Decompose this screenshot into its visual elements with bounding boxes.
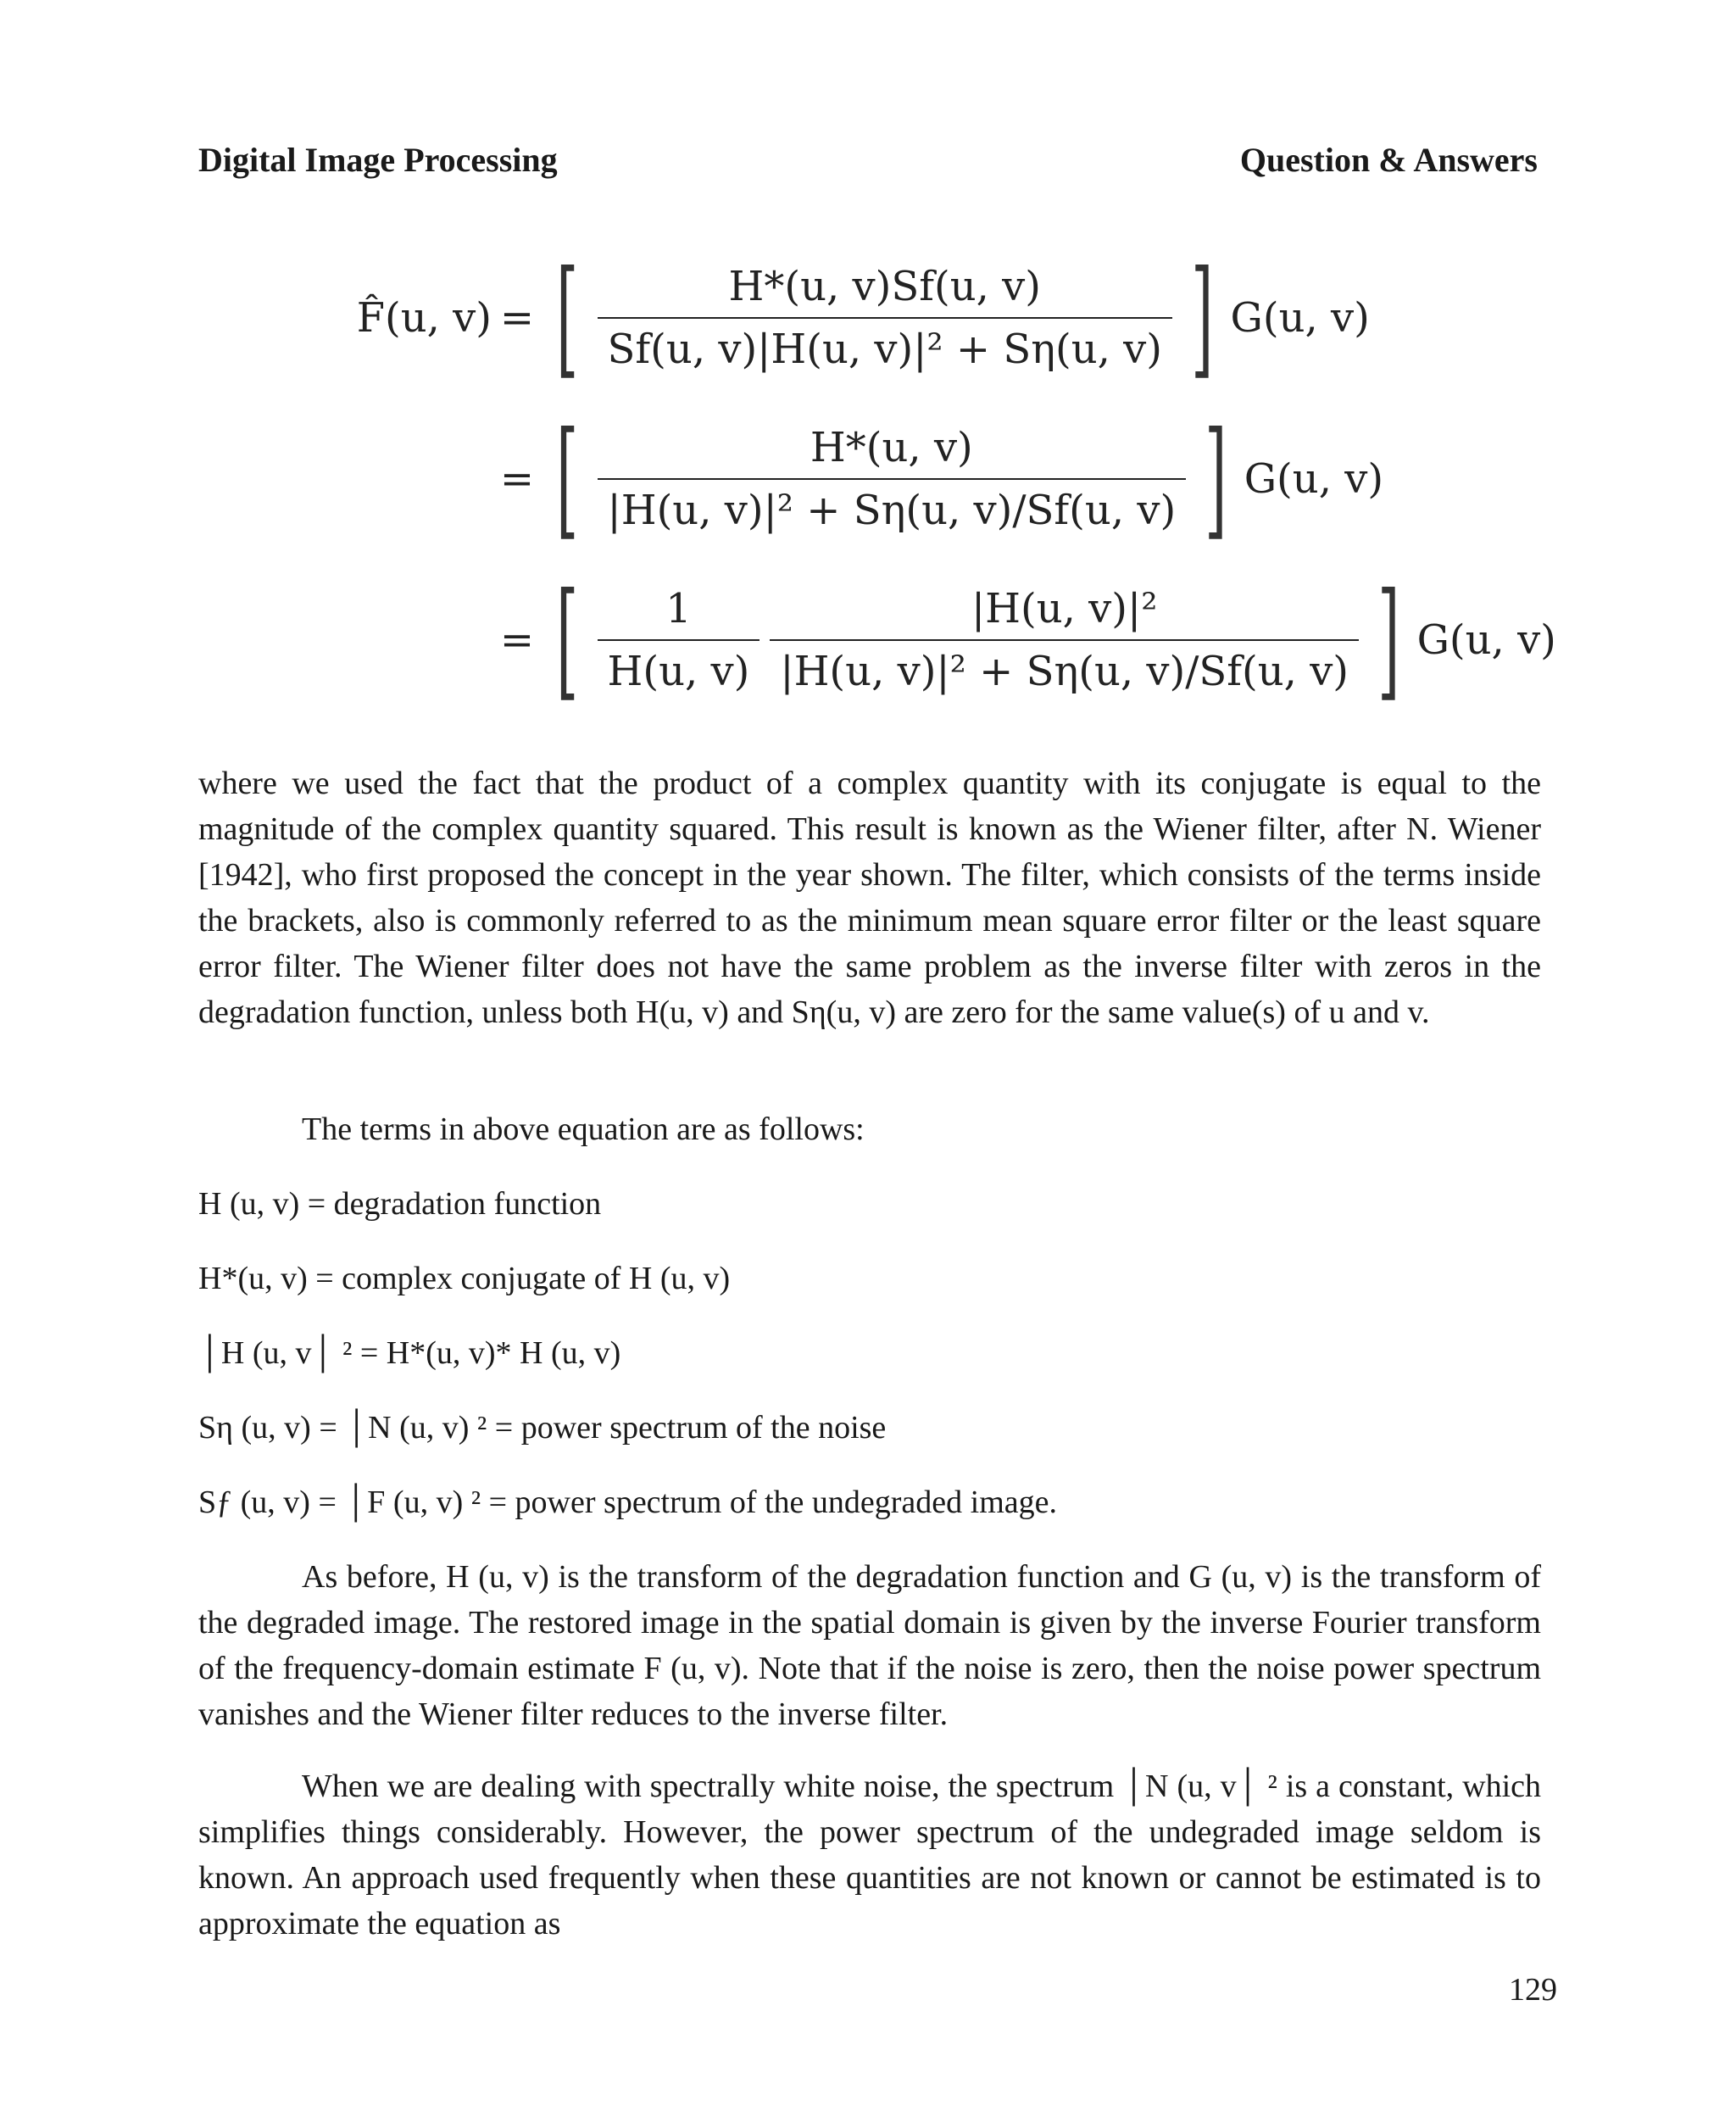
equals-sign: =	[499, 616, 535, 664]
numerator: H*(u, v)Sf(u, v)	[728, 263, 1042, 310]
header-section: Question & Answers	[1239, 140, 1538, 179]
header-title: Digital Image Processing	[198, 140, 558, 179]
definition-image-spectrum: Sƒ (u, v) = │F (u, v) ² = power spectrum of the undegraded image.	[198, 1485, 1057, 1520]
denominator: Sf(u, v)|H(u, v)|² + Sη(u, v)	[598, 317, 1172, 373]
right-bracket: ]	[1377, 566, 1400, 714]
terms-intro: The terms in above equation are as follows:	[302, 1111, 865, 1147]
g-term: G(u, v)	[1230, 294, 1370, 342]
wiener-filter-equation	[314, 244, 1556, 733]
left-bracket: [	[556, 244, 579, 392]
fraction	[598, 585, 760, 695]
numerator: 1	[665, 585, 692, 632]
paragraph-restoration: As before, H (u, v) is the transform of the degradation function and G (u, v) is the transform of the degraded image. The restored image in the spatial domain is given by the inverse Fourier transform of the frequency-domain estimate F (u, v). Note that if the noise is zero, then the noise power spectrum vanishes and the Wiener filter reduces to the inverse filter.	[198, 1559, 1541, 1732]
fraction	[770, 585, 1359, 695]
page-number: 129	[1509, 1972, 1557, 2008]
page-header	[198, 137, 1538, 181]
numerator: |H(u, v)|²	[971, 585, 1158, 632]
denominator: H(u, v)	[598, 639, 760, 695]
definition-conjugate: H*(u, v) = complex conjugate of H (u, v)	[198, 1261, 731, 1296]
g-term: G(u, v)	[1416, 616, 1556, 664]
definition-degradation: H (u, v) = degradation function	[198, 1186, 602, 1222]
equation-row-2	[314, 405, 1384, 553]
g-term: G(u, v)	[1244, 455, 1384, 503]
right-bracket: ]	[1205, 405, 1227, 553]
denominator: |H(u, v)|² + Sη(u, v)/Sf(u, v)	[770, 639, 1359, 695]
denominator: |H(u, v)|² + Sη(u, v)/Sf(u, v)	[598, 478, 1187, 534]
equals-sign: =	[499, 294, 535, 342]
equation-lhs: F̂(u, v)	[356, 294, 492, 342]
fraction	[598, 424, 1187, 534]
definition-magnitude: │H (u, v│ ² = H*(u, v)* H (u, v)	[198, 1335, 621, 1371]
paragraph-white-noise: When we are dealing with spectrally white noise, the spectrum │N (u, v│ ² is a constant, which simplifies things considerably. However, the power spectrum of the undegraded image seldom is known. An approach used frequently when these quantities are not known or cannot be estimated is to approximate the equation as	[198, 1769, 1541, 1941]
right-bracket: ]	[1191, 244, 1214, 392]
left-bracket: [	[556, 566, 579, 714]
paragraph-wiener-filter: where we used the fact that the product of a complex quantity with its conjugate is equal to the magnitude of the complex quantity squared. This result is known as the Wiener filter, after N. Wiener [1942], who first proposed the concept in the year shown. The filter, which consists of the terms inside the brackets, also is commonly referred to as the minimum mean square error filter or the least square error filter. The Wiener filter does not have the same problem as the inverse filter with zeros in the degradation function, unless both H(u, v) and Sη(u, v) are zero for the same value(s) of u and v.	[198, 766, 1541, 1030]
equation-row-1	[314, 244, 1370, 392]
numerator: H*(u, v)	[810, 424, 973, 471]
left-bracket: [	[556, 405, 579, 553]
equals-sign: =	[499, 455, 535, 503]
definition-noise-spectrum: Sη (u, v) = │N (u, v) ² = power spectrum of the noise	[198, 1410, 887, 1446]
equation-row-3	[314, 566, 1556, 714]
fraction	[598, 263, 1172, 373]
